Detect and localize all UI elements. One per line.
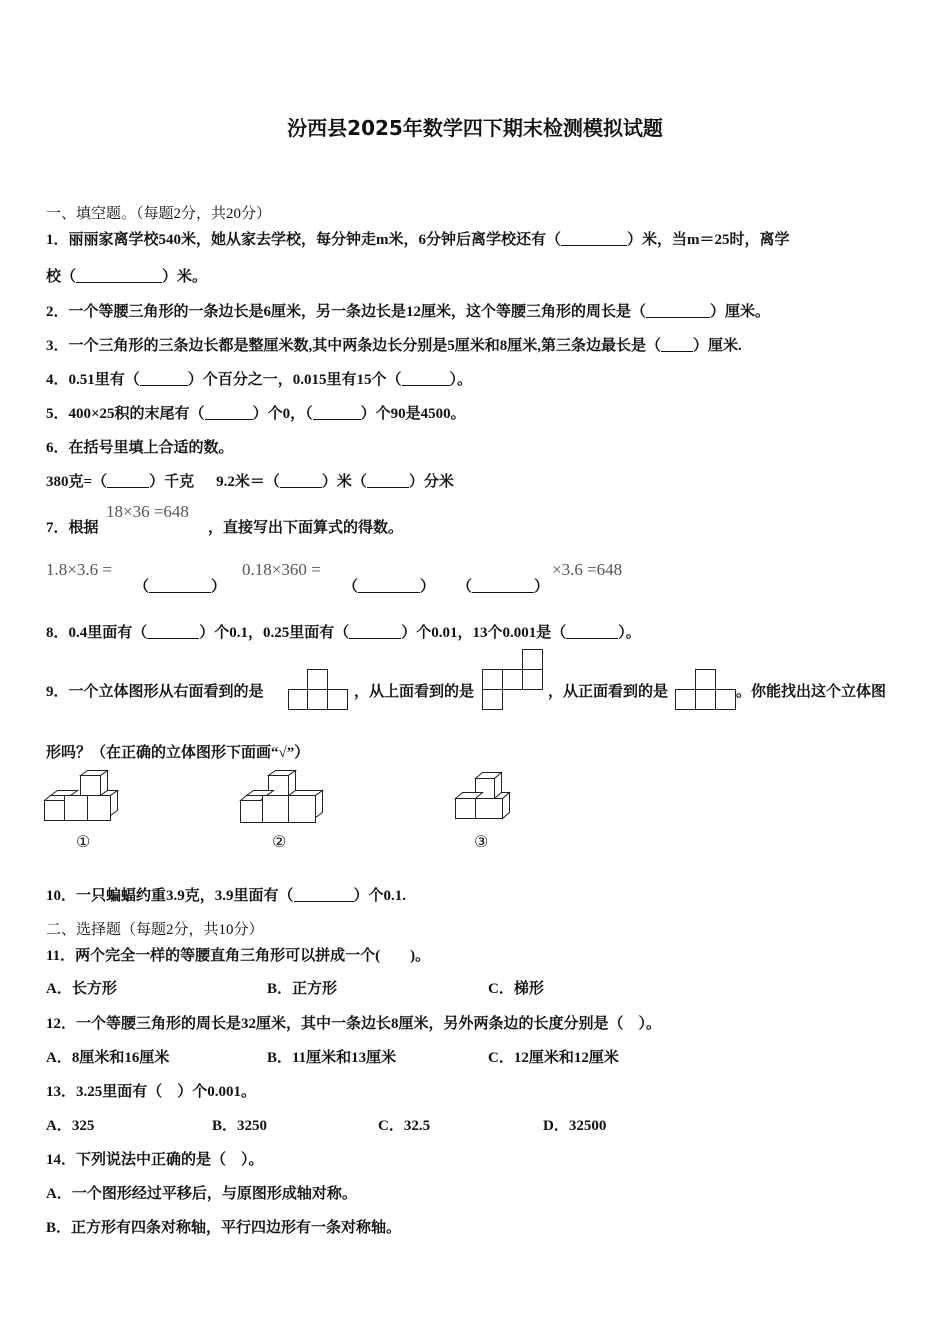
- q10-text-a: 10．一只蝙蝠约重3.9克，3.9里面有（: [46, 888, 294, 904]
- question-4: [46, 368, 472, 389]
- question-6-line-2: [46, 470, 454, 491]
- q1-blank-2[interactable]: [76, 268, 162, 283]
- q2-text-b: ）厘米。: [710, 304, 771, 320]
- q9-text-b: ，从上面看到的是: [354, 684, 475, 700]
- question-7-b: ，直接写出下面算式的得数。: [208, 520, 404, 536]
- question-7-a: 7．根据: [46, 520, 99, 536]
- q8-text-b: ）个0.1，0.25里面有（: [199, 625, 350, 641]
- q6-blank-2[interactable]: [280, 473, 322, 488]
- q7-paren-open-3: （: [457, 579, 473, 595]
- q7-paren-close-1: ）: [211, 579, 227, 595]
- question-10: [46, 884, 406, 905]
- q7-paren-open-2: （: [343, 579, 359, 595]
- q4-text-a: 4．0.51里有（: [46, 372, 140, 388]
- q12-option-c[interactable]: C．12厘米和12厘米: [488, 1050, 619, 1066]
- q13-option-b[interactable]: B．3250: [212, 1118, 268, 1134]
- q2-blank[interactable]: [646, 303, 710, 318]
- q7-blank-3[interactable]: [472, 578, 534, 593]
- q8-text-d: ）。: [618, 625, 641, 641]
- q8-blank-3[interactable]: [566, 624, 618, 639]
- q12-option-b[interactable]: B．11厘米和13厘米: [267, 1050, 397, 1066]
- question-5: [46, 402, 466, 423]
- solid-figure-3[interactable]: [455, 772, 515, 824]
- q7-answer-3[interactable]: [457, 575, 549, 596]
- q8-text-a: 8．0.4里面有（: [46, 625, 148, 641]
- q1-text-c: 校（: [46, 269, 77, 285]
- q6-text-b4: ）米（: [321, 474, 367, 490]
- q10-blank[interactable]: [294, 887, 354, 902]
- question-3: [46, 334, 742, 355]
- q6-blank-1[interactable]: [107, 473, 149, 488]
- q7-f1: 1.8×3.6 =: [46, 560, 112, 579]
- q1-text-b: ）米，当m＝25时，离学: [627, 232, 790, 248]
- q7-paren-close-2: ）: [420, 579, 436, 595]
- right-view-figure: [288, 669, 348, 711]
- question-2: [46, 300, 770, 321]
- question-8: [46, 621, 641, 642]
- question-14: 14．下列说法中正确的是（ ）。: [46, 1152, 264, 1168]
- q9-text-d: 。你能找出这个立体图: [736, 684, 887, 700]
- q9-text-a: 9．一个立体图形从右面看到的是: [46, 684, 264, 700]
- q1-text-a: 1．丽丽家离学校540米，她从家去学校，每分钟走m米，6分钟后离学校还有（: [46, 232, 561, 248]
- q11-option-a[interactable]: A．长方形: [46, 981, 117, 997]
- question-12: 12．一个等腰三角形的周长是32厘米，其中一条边长8厘米，另外两条边的长度分别是（ ）。: [46, 1016, 662, 1032]
- solid-figure-1[interactable]: [44, 770, 124, 826]
- question-6: 6．在括号里填上合适的数。: [46, 440, 234, 456]
- figure-label-3: ③: [474, 834, 489, 851]
- q7-f3: ×3.6 =648: [552, 560, 623, 579]
- top-view-figure: [482, 649, 544, 711]
- q11-option-b[interactable]: B．正方形: [267, 981, 338, 997]
- q5-blank-2[interactable]: [313, 405, 361, 420]
- q7-answer-1[interactable]: [134, 575, 226, 596]
- q5-text-b: ）个0，（: [252, 406, 313, 422]
- q2-text-a: 2．一个等腰三角形的一条边长是6厘米，另一条边长是12厘米，这个等腰三角形的周长是（: [46, 304, 647, 320]
- q7-formula: 18×36 =648: [106, 502, 189, 521]
- question-1: [46, 228, 790, 249]
- question-1-cont: [46, 265, 207, 286]
- q4-blank-1[interactable]: [140, 371, 188, 386]
- q6-blank-3[interactable]: [367, 473, 409, 488]
- q1-text-d: ）米。: [162, 269, 208, 285]
- q7-blank-2[interactable]: [358, 578, 420, 593]
- front-view-figure: [675, 669, 737, 711]
- q13-option-c[interactable]: C．32.5: [378, 1118, 431, 1134]
- q4-blank-2[interactable]: [402, 371, 450, 386]
- q7-blank-1[interactable]: [149, 578, 211, 593]
- section-1-heading: 一、填空题。（每题2分，共20分）: [46, 206, 272, 222]
- q9-text-c: ，从正面看到的是: [548, 684, 669, 700]
- q1-blank-1[interactable]: [561, 231, 627, 246]
- page-title: 汾西县2025年数学四下期末检测模拟试题: [287, 116, 663, 140]
- q11-option-c[interactable]: C．梯形: [488, 981, 544, 997]
- q8-blank-1[interactable]: [147, 624, 199, 639]
- q8-blank-2[interactable]: [349, 624, 401, 639]
- q3-text-b: ）厘米.: [693, 338, 742, 354]
- q3-blank[interactable]: [661, 337, 693, 352]
- q4-text-c: ）。: [449, 372, 473, 388]
- q9-text-e: 形吗？（在正确的立体图形下面画“√”）: [46, 745, 310, 761]
- q3-text-a: 3．一个三角形的三条边长都是整厘米数,其中两条边长分别是5厘米和8厘米,第三条边最长是（: [46, 338, 662, 354]
- q7-f2: 0.18×360 =: [242, 560, 321, 579]
- q5-blank-1[interactable]: [205, 405, 253, 420]
- q6-text-b5: ）分米: [408, 474, 454, 490]
- q6-text-b3: 9.2米＝（: [216, 474, 280, 490]
- figure-label-2: ②: [272, 834, 287, 851]
- question-13: 13．3.25里面有（ ）个0.001。: [46, 1084, 257, 1100]
- section-2-heading: 二、选择题（每题2分，共10分）: [46, 922, 264, 938]
- q5-text-c: ）个90是4500。: [360, 406, 466, 422]
- solid-figure-2[interactable]: [240, 770, 330, 826]
- q7-paren-open-1: （: [134, 579, 150, 595]
- q6-text-b1: 380克=（: [46, 474, 108, 490]
- q14-option-b[interactable]: B．正方形有四条对称轴，平行四边形有一条对称轴。: [46, 1220, 402, 1236]
- q6-text-b2: ）千克: [149, 474, 195, 490]
- q4-text-b: ）个百分之一，0.015里有15个（: [187, 372, 402, 388]
- figure-label-1: ①: [76, 834, 91, 851]
- q7-paren-close-3: ）: [534, 579, 550, 595]
- q14-option-a[interactable]: A．一个图形经过平移后，与原图形成轴对称。: [46, 1186, 357, 1202]
- question-11: 11．两个完全一样的等腰直角三角形可以拼成一个( )。: [46, 948, 431, 964]
- q13-option-a[interactable]: A．325: [46, 1118, 95, 1134]
- q5-text-a: 5．400×25积的末尾有（: [46, 406, 205, 422]
- q12-option-a[interactable]: A．8厘米和16厘米: [46, 1050, 170, 1066]
- q8-text-c: ）个0.01，13个0.001是（: [401, 625, 567, 641]
- q10-text-b: ）个0.1.: [353, 888, 407, 904]
- q13-option-d[interactable]: D．32500: [543, 1118, 607, 1134]
- q7-answer-2[interactable]: [343, 575, 435, 596]
